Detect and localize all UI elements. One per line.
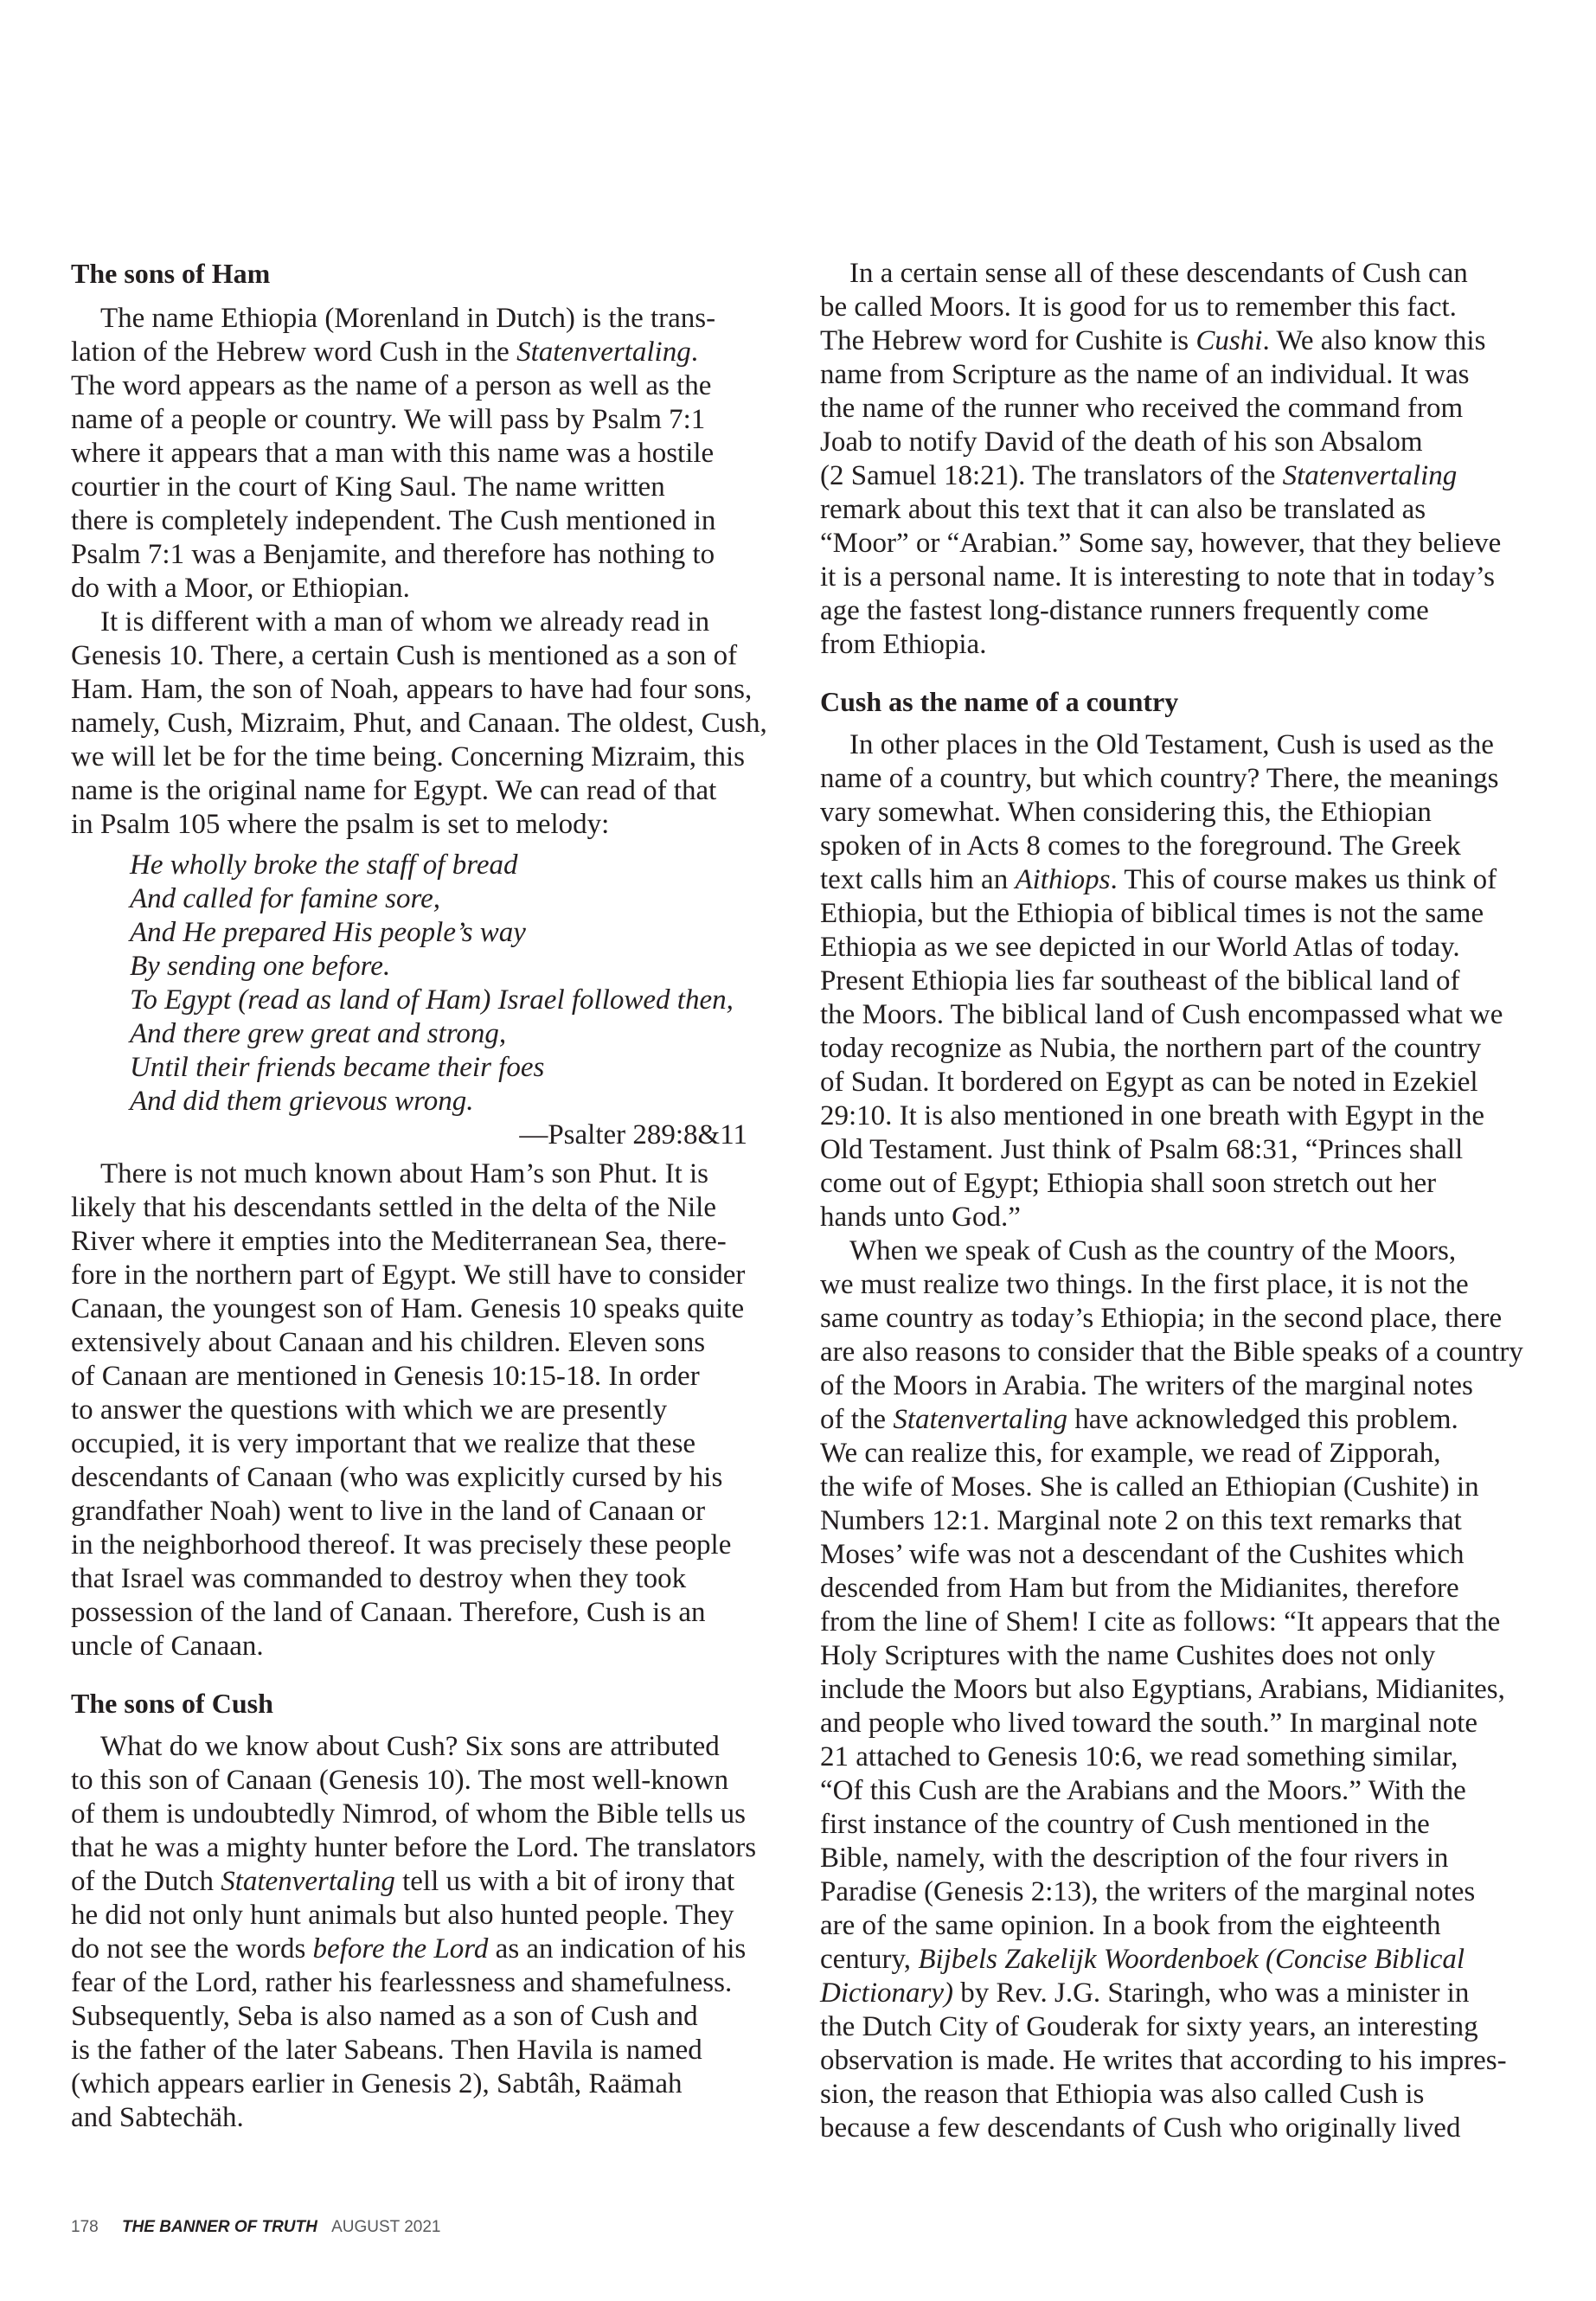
text-line: of Sudan. It bordered on Egypt as can be noted in Ezekiel [820, 1067, 1478, 1098]
text-line: Joab to notify David of the death of his son Absalom [820, 426, 1423, 458]
text-line: We can realize this, for example, we read of Zipporah, [820, 1438, 1441, 1469]
text-line: be called Moors. It is good for us to remember this fact. [820, 292, 1457, 323]
text-line: 21 attached to Genesis 10:6, we read something similar, [820, 1741, 1458, 1772]
poem-line: Until their friends became their foes [130, 1052, 545, 1083]
text-line: In other places in the Old Testament, Cush is used as the [849, 729, 1494, 760]
text-line [820, 1403, 1528, 1437]
text-line: there is completely independent. The Cush mentioned in [71, 505, 716, 536]
italic-text: Dictionary) [820, 1977, 953, 2009]
page-number: 178 [71, 2218, 99, 2236]
text-line: “Of this Cush are the Arabians and the Moors.” With the [820, 1775, 1466, 1806]
text-segment: (2 Samuel 18:21). The translators of the [820, 460, 1283, 491]
text-line: (which appears earlier in Genesis 2), Sabtâh, Raämah [71, 2068, 683, 2099]
text-line: namely, Cush, Mizraim, Phut, and Canaan. The oldest, Cush, [71, 708, 767, 739]
text-line: the Moors. The biblical land of Cush encompassed what we [820, 999, 1503, 1030]
left-column [71, 257, 779, 2135]
text-line [820, 863, 1528, 897]
text-line: Present Ethiopia lies far southeast of the biblical land of [820, 965, 1460, 997]
text-line: Ethiopia as we see depicted in our World Atlas of today. [820, 932, 1460, 963]
text-line: from the line of Shem! I cite as follows: “It appears that the [820, 1606, 1501, 1638]
paragraph [71, 1730, 779, 2135]
text-line: of the Moors in Arabia. The writers of the marginal notes [820, 1370, 1473, 1401]
text-line: Moses’ wife was not a descendant of the Cushites which [820, 1539, 1465, 1570]
text-line: Ham. Ham, the son of Noah, appears to have had four sons, [71, 674, 753, 705]
section-heading: The sons of Cush [71, 1688, 273, 1719]
text-line: and Sabtechäh. [71, 2102, 244, 2133]
poem-line: And He prepared His people’s way [130, 917, 526, 948]
text-line: vary somewhat. When considering this, the Ethiopian [820, 797, 1432, 828]
text-line: Canaan, the youngest son of Ham. Genesis 10 speaks quite [71, 1293, 745, 1324]
text-segment: . We also know this [1262, 325, 1486, 356]
text-line: he did not only hunt animals but also hunted people. They [71, 1900, 734, 1931]
text-line: name from Scripture as the name of an individual. It was [820, 359, 1470, 390]
text-line: possession of the land of Canaan. Therefore, Cush is an [71, 1597, 706, 1628]
text-line: descendants of Canaan (who was explicitly cursed by his [71, 1462, 723, 1493]
text-segment: as an indication of his [488, 1933, 747, 1965]
text-line: uncle of Canaan. [71, 1631, 264, 1662]
text-line: fore in the northern part of Egypt. We still have to consider [71, 1259, 746, 1291]
text-line: in Psalm 105 where the psalm is set to melody: [71, 809, 610, 840]
text-line: Genesis 10. There, a certain Cush is mentioned as a son of [71, 640, 738, 671]
text-line [820, 324, 1528, 358]
text-segment: of the Dutch [71, 1866, 221, 1897]
text-line: of Canaan are mentioned in Genesis 10:15-18. In order [71, 1361, 700, 1392]
italic-text: Statenvertaling [221, 1866, 395, 1897]
text-line [820, 1977, 1528, 2010]
text-line: because a few descendants of Cush who originally lived [820, 2112, 1461, 2144]
italic-text: Statenvertaling [1282, 460, 1458, 491]
text-segment: do not see the words [71, 1933, 313, 1965]
text-line: The word appears as the name of a person as well as the [71, 370, 712, 401]
text-line: descended from Ham but from the Midianites, therefore [820, 1573, 1459, 1604]
text-line: that Israel was commanded to destroy when they took [71, 1563, 687, 1594]
text-segment: text calls him an [820, 864, 1016, 895]
text-line: to this son of Canaan (Genesis 10). The most well-known [71, 1765, 729, 1796]
text-segment: century, [820, 1944, 919, 1975]
poem-line: And called for famine sore, [130, 883, 440, 914]
text-line: Paradise (Genesis 2:13), the writers of the marginal notes [820, 1876, 1476, 1907]
text-line [71, 336, 779, 369]
text-line: Ethiopia, but the Ethiopia of biblical times is not the same [820, 898, 1484, 929]
text-line: come out of Egypt; Ethiopia shall soon stretch out her [820, 1168, 1437, 1199]
text-line: do with a Moor, or Ethiopian. [71, 573, 410, 604]
text-segment: of the [820, 1404, 894, 1435]
poem-line: And there grew great and strong, [130, 1018, 507, 1049]
text-line [71, 1932, 779, 1966]
text-line: today recognize as Nubia, the northern part of the country [820, 1033, 1482, 1064]
text-segment: lation of the Hebrew word Cush in the [71, 336, 517, 368]
text-line: where it appears that a man with this name was a hostile [71, 438, 715, 469]
publication-name: THE BANNER OF TRUTH [121, 2218, 317, 2236]
text-line: the wife of Moses. She is called an Ethiopian (Cushite) in [820, 1471, 1479, 1503]
text-segment: by Rev. J.G. Staringh, who was a minister in [952, 1977, 1470, 2009]
paragraph [820, 257, 1528, 662]
text-line: It is different with a man of whom we already read in [100, 606, 710, 638]
text-line: occupied, it is very important that we realize that these [71, 1428, 696, 1459]
text-line: are of the same opinion. In a book from the eighteenth [820, 1910, 1441, 1941]
text-line: extensively about Canaan and his children. Eleven sons [71, 1327, 706, 1358]
italic-text: Cushi [1195, 325, 1263, 356]
paragraph [820, 728, 1528, 1234]
text-line: include the Moors but also Egyptians, Arabians, Midianites, [820, 1674, 1505, 1705]
text-segment: tell us with a bit of irony that [394, 1866, 735, 1897]
text-line: “Moor” or “Arabian.” Some say, however, that they believe [820, 528, 1502, 559]
text-segment: have acknowledged this problem. [1067, 1404, 1458, 1435]
poem-attribution: —Psalter 289:8&11 [519, 1119, 747, 1150]
text-line: observation is made. He writes that according to his impres- [820, 2045, 1507, 2076]
text-line: fear of the Lord, rather his fearlessness and shamefulness. [71, 1967, 733, 1998]
text-line: remark about this text that it can also be translated as [820, 494, 1426, 525]
poem-line: To Egypt (read as land of Ham) Israel followed then, [130, 984, 734, 1016]
text-segment: . This of course makes us think of [1110, 864, 1497, 895]
text-line: to answer the questions with which we are presently [71, 1394, 668, 1426]
text-line: from Ethiopia. [820, 629, 987, 660]
text-line: first instance of the country of Cush mentioned in the [820, 1809, 1430, 1840]
text-line [820, 459, 1528, 493]
page-footer [71, 2215, 441, 2240]
text-segment: The Hebrew word for Cushite is [820, 325, 1196, 356]
text-line: 29:10. It is also mentioned in one breath with Egypt in the [820, 1100, 1485, 1131]
paragraph [71, 302, 779, 606]
section-heading: Cush as the name of a country [820, 686, 1179, 717]
section-heading: The sons of Ham [71, 258, 271, 289]
text-line: name of a people or country. We will pass by Psalm 7:1 [71, 404, 706, 435]
poem-block [71, 849, 779, 1152]
poem-line: And did them grievous wrong. [130, 1086, 474, 1117]
italic-text: Statenvertaling [893, 1404, 1067, 1435]
italic-text: Statenvertaling [516, 336, 691, 368]
text-line: River where it empties into the Mediterranean Sea, there- [71, 1226, 727, 1257]
text-line: When we speak of Cush as the country of the Moors, [849, 1235, 1457, 1266]
text-line: are also reasons to consider that the Bible speaks of a country [820, 1336, 1523, 1368]
text-line: name of a country, but which country? There, the meanings [820, 763, 1499, 794]
text-line: we must realize two things. In the first place, it is not the [820, 1269, 1469, 1300]
poem-line: By sending one before. [130, 951, 391, 982]
text-line: grandfather Noah) went to live in the land of Canaan or [71, 1496, 706, 1527]
text-line: Psalm 7:1 was a Benjamite, and therefore has nothing to [71, 539, 715, 570]
text-line: same country as today’s Ethiopia; in the second place, there [820, 1303, 1503, 1334]
text-line: in the neighborhood thereof. It was precisely these people [71, 1529, 732, 1561]
paragraph [71, 606, 779, 842]
text-line: spoken of in Acts 8 comes to the foreground. The Greek [820, 830, 1461, 862]
text-line: hands unto God.” [820, 1202, 1021, 1233]
text-line: Holy Scriptures with the name Cushites does not only [820, 1640, 1436, 1671]
italic-text: Aithiops [1015, 864, 1111, 895]
text-line: the name of the runner who received the command from [820, 393, 1464, 424]
text-line: The name Ethiopia (Morenland in Dutch) is the trans- [100, 303, 716, 334]
text-line: There is not much known about Ham’s son Phut. It is [100, 1158, 709, 1189]
text-line: Old Testament. Just think of Psalm 68:31, “Princes shall [820, 1134, 1464, 1165]
right-column [820, 257, 1528, 2145]
text-line: courtier in the court of King Saul. The name written [71, 471, 665, 503]
text-segment: . [690, 336, 698, 368]
text-line: In a certain sense all of these descendants of Cush can [849, 258, 1468, 289]
text-line: What do we know about Cush? Six sons are attributed [100, 1731, 720, 1762]
text-line: and people who lived toward the south.” In marginal note [820, 1708, 1478, 1739]
text-line: Numbers 12:1. Marginal note 2 on this text remarks that [820, 1505, 1462, 1536]
text-line: that he was a mighty hunter before the Lord. The translators [71, 1832, 757, 1863]
text-line: sion, the reason that Ethiopia was also called Cush is [820, 2079, 1425, 2110]
poem-line: He wholly broke the staff of bread [130, 849, 518, 881]
paragraph [820, 1234, 1528, 2145]
paragraph [71, 1157, 779, 1663]
text-line: Subsequently, Seba is also named as a son of Cush and [71, 2001, 698, 2032]
text-line [820, 1943, 1528, 1977]
italic-text: Bijbels Zakelijk Woordenboek (Concise Biblical [918, 1944, 1465, 1975]
text-line: the Dutch City of Gouderak for sixty years, an interesting [820, 2011, 1478, 2042]
text-line: Bible, namely, with the description of the four rivers in [820, 1843, 1449, 1874]
text-line: of them is undoubtedly Nimrod, of whom the Bible tells us [71, 1798, 747, 1830]
text-line [71, 1865, 779, 1899]
text-line: we will let be for the time being. Concerning Mizraim, this [71, 741, 745, 772]
text-line: likely that his descendants settled in the delta of the Nile [71, 1192, 716, 1223]
text-line: name is the original name for Egypt. We can read of that [71, 775, 717, 806]
text-line: is the father of the later Sabeans. Then Havila is named [71, 2035, 702, 2066]
text-line: age the fastest long-distance runners frequently come [820, 595, 1429, 626]
issue-date: AUGUST 2021 [331, 2218, 441, 2236]
text-line: it is a personal name. It is interesting to note that in today’s [820, 561, 1495, 593]
italic-text: before the Lord [312, 1933, 489, 1965]
